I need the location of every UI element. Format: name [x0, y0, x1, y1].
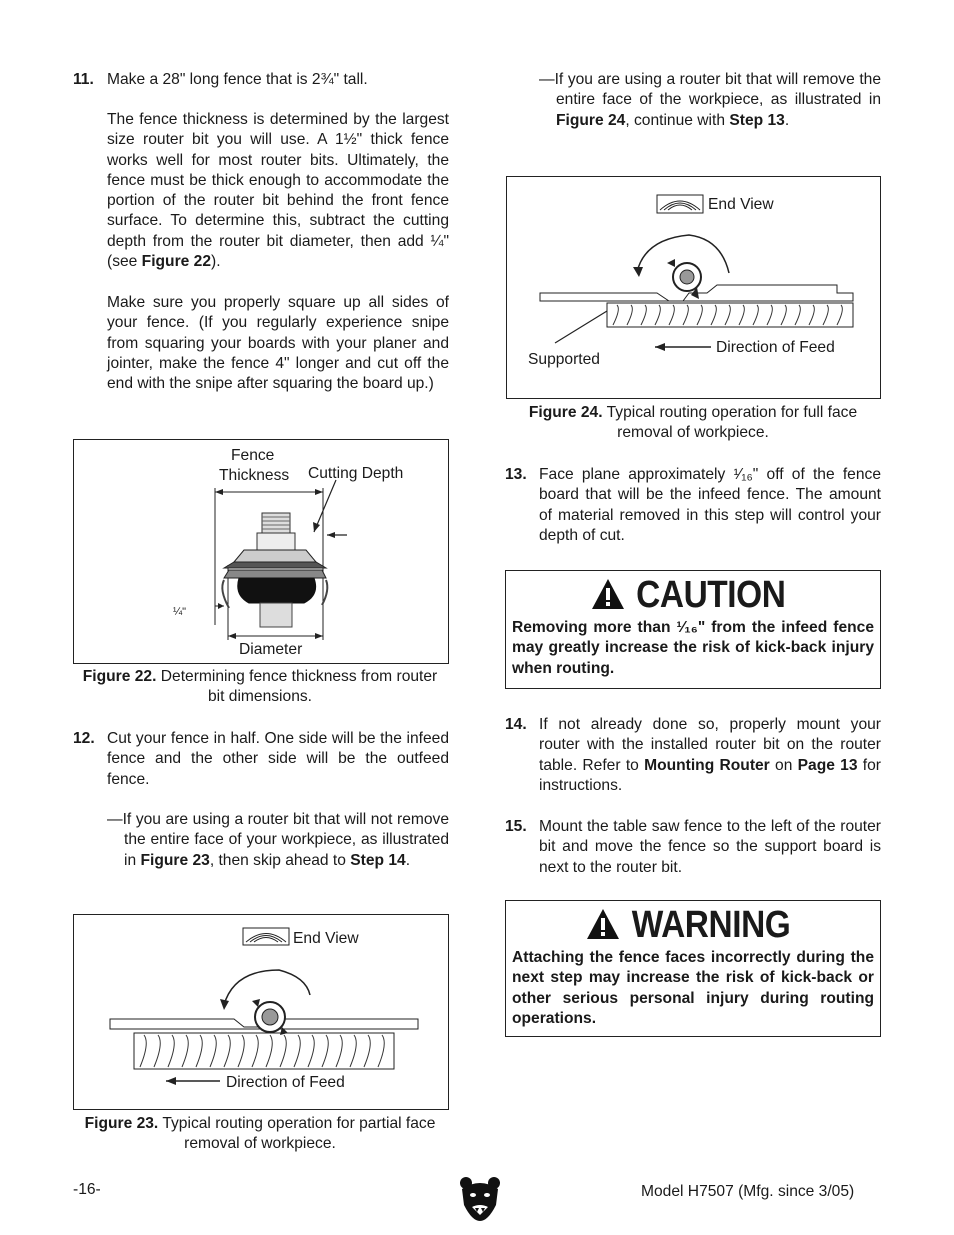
step-12-paragraph-1: Cut your fence in half. One side will be the infeed fence and the other side will be the outfeed fence. — [107, 730, 449, 788]
full-face-removal-note: —If you are using a router bit that will remove the entire face of the workpiece, as illustrated in Figure 24, continue with Step 13. — [539, 71, 881, 129]
label-direction-of-feed: Direction of Feed — [716, 339, 835, 356]
step-14-text: If not already done so, properly mount your router with the installed router bit on the router table. Refer to Mounting Router on Page 13 for instructions. — [539, 716, 881, 794]
figure-23 — [73, 914, 449, 1110]
step-11-intro: Make a 28" long fence that is 2¾" tall. — [107, 71, 368, 88]
alert-triangle-icon — [585, 907, 621, 941]
figure-22 — [73, 439, 449, 664]
label-cutting-depth: Cutting Depth — [308, 465, 404, 482]
model-info: Model H7507 (Mfg. since 3/05) — [641, 1183, 855, 1200]
step-number: 14. — [505, 716, 527, 733]
figure-24 — [506, 176, 881, 399]
caution-text: Removing more than ¹⁄₁₆" from the infeed fence may greatly increase the risk of kick-back injury when routing. — [512, 619, 874, 677]
label-fence: Fence — [231, 447, 275, 464]
label-quarter-inch: ¼" — [173, 606, 187, 618]
step-number: 15. — [505, 818, 527, 835]
alert-triangle-icon — [590, 577, 626, 611]
step-13-text: Face plane approximately ¹⁄₁₆" off of the fence board that will be the infeed fence. The amount of material removed in this step will control your depth of cut. — [539, 466, 881, 544]
figure-22-caption: Figure 22. Determining fence thickness from router bit dimensions. — [82, 668, 438, 705]
label-diameter: Diameter — [239, 641, 303, 658]
bear-head-logo-icon — [458, 1175, 502, 1223]
step-number: 11. — [73, 71, 94, 88]
warning-header — [506, 904, 880, 946]
figure-23-caption: Figure 23. Typical routing operation for partial face removal of workpiece. — [84, 1115, 436, 1152]
step-12-paragraph-2: —If you are using a router bit that will not remove the entire face of your workpiece, as illustrated in Figure 23, then skip ahead to Step 14. — [107, 811, 449, 869]
label-end-view: End View — [708, 196, 774, 213]
warning-box — [505, 900, 881, 1037]
step-11-paragraph-3: Make sure you properly square up all sides of your fence. (If you regularly experience snipe from squaring your boards with your planer and jointer, make the fence 4" longer and cut off the end with the snipe after squaring the board up.) — [107, 294, 449, 393]
step-number: 13. — [505, 466, 527, 483]
caution-box — [505, 570, 881, 689]
label-supported: Supported — [528, 351, 600, 368]
page-number: -16- — [73, 1181, 101, 1198]
step-15-text: Mount the table saw fence to the left of the router bit and move the fence so the support board is next to the router bit. — [539, 818, 881, 876]
label-direction-of-feed: Direction of Feed — [226, 1074, 345, 1091]
step-11-paragraph-2: The fence thickness is determined by the largest size router bit you will use. A 1½" thick fence works well for most router bits. Ultimately, the fence must be thick enough to accommodate the portion of the router bit behind the front fence surface. To determine this, subtract the cutting depth from the router bit diameter, then add ¼" (see Figure 22). — [107, 111, 449, 271]
figure-24-caption: Figure 24. Typical routing operation for full face removal of workpiece. — [528, 404, 858, 441]
step-number: 12. — [73, 730, 95, 747]
label-end-view: End View — [293, 930, 359, 947]
caution-header — [506, 574, 880, 616]
warning-text: Attaching the fence faces incorrectly during the next step may increase the risk of kick-back or other serious personal injury during routing operations. — [512, 949, 874, 1027]
warning-title: WARNING — [631, 904, 791, 946]
label-thickness: Thickness — [219, 467, 290, 484]
caution-title: CAUTION — [636, 574, 786, 616]
